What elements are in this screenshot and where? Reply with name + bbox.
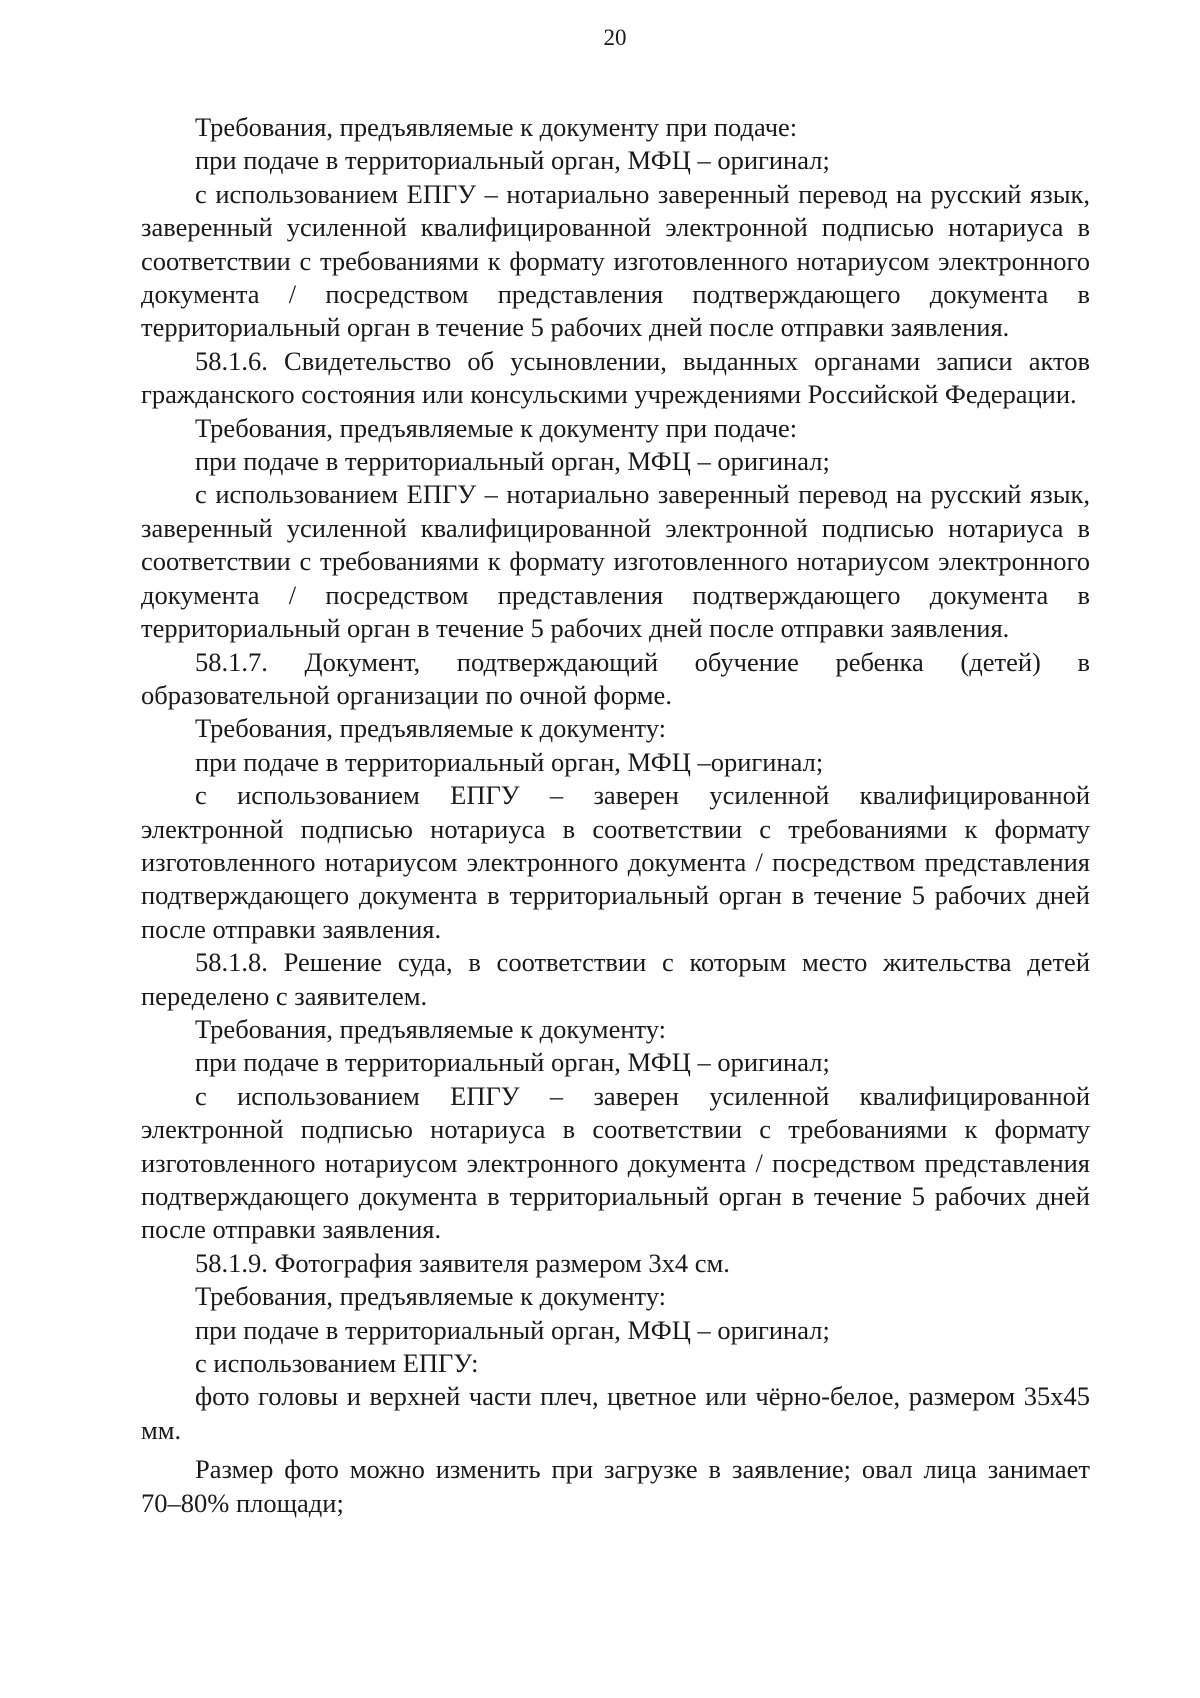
paragraph: с использованием ЕПГУ – нотариально заверенный перевод на русский язык, заверенный усиленной квалифицированной электронной подписью нотариуса в соответствии с требованиями к формату изготовленного нотариусом электронного документа / посредством представления подтверждающего документа в территориальный орган в течение 5 рабочих дней после отправки заявления. (141, 178, 1090, 343)
section-heading-58-1-8: 58.1.8. Решение суда, в соответствии с которым место жительства детей переделено с заявителем. (141, 947, 1090, 1011)
paragraph: Требования, предъявляемые к документу при подаче: (195, 112, 798, 142)
section-heading-58-1-9: 58.1.9. Фотография заявителя размером 3х4 см. (195, 1247, 730, 1278)
page-number: 20 (603, 25, 627, 50)
paragraph: с использованием ЕПГУ – нотариально заверенный перевод на русский язык, заверенный усиленной квалифицированной электронной подписью нотариуса в соответствии с требованиями к формату изготовленного нотариусом электронного документа / посредством представления подтверждающего документа в территориальный орган в течение 5 рабочих дней после отправки заявления. (141, 479, 1090, 644)
paragraph: Требования, предъявляемые к документу при подаче: (195, 412, 798, 443)
paragraph: фото головы и верхней части плеч, цветное или чёрно-белое, размером 35х45 мм. (141, 1381, 1090, 1445)
document-body (141, 111, 1090, 1520)
paragraph: Размер фото можно изменить при загрузке в заявление; овал лица занимает 70–80% площади; (141, 1454, 1090, 1518)
paragraph: при подаче в территориальный орган, МФЦ –оригинал; (195, 746, 824, 777)
paragraph: при подаче в территориальный орган, МФЦ – оригинал; (195, 1314, 830, 1345)
paragraph: с использованием ЕПГУ: (195, 1348, 479, 1379)
section-heading-58-1-6: 58.1.6. Свидетельство об усыновлении, выданных органами записи актов гражданского состояния или консульскими учреждениями Российской Федерации. (141, 345, 1090, 410)
paragraph: Требования, предъявляемые к документу: (195, 713, 667, 744)
paragraph: с использованием ЕПГУ – заверен усиленной квалифицированной электронной подписью нотариуса в соответствии с требованиями к формату изготовленного нотариусом электронного документа / посредством представления подтверждающего документа в территориальный орган в течение 5 рабочих дней после отправки заявления. (141, 1080, 1090, 1245)
paragraph: при подаче в территориальный орган, МФЦ – оригинал; (195, 1047, 830, 1078)
paragraph: с использованием ЕПГУ – заверен усиленной квалифицированной электронной подписью нотариуса в соответствии с требованиями к формату изготовленного нотариусом электронного документа / посредством представления подтверждающего документа в территориальный орган в течение 5 рабочих дней после отправки заявления. (141, 780, 1090, 944)
paragraph: Требования, предъявляемые к документу: (195, 1013, 667, 1044)
paragraph: при подаче в территориальный орган, МФЦ – оригинал; (195, 446, 830, 477)
paragraph: Требования, предъявляемые к документу: (195, 1281, 667, 1312)
section-heading-58-1-7: 58.1.7. Документ, подтверждающий обучение ребенка (детей) в образовательной организации по очной форме. (141, 646, 1090, 710)
paragraph: при подаче в территориальный орган, МФЦ – оригинал; (195, 145, 830, 176)
